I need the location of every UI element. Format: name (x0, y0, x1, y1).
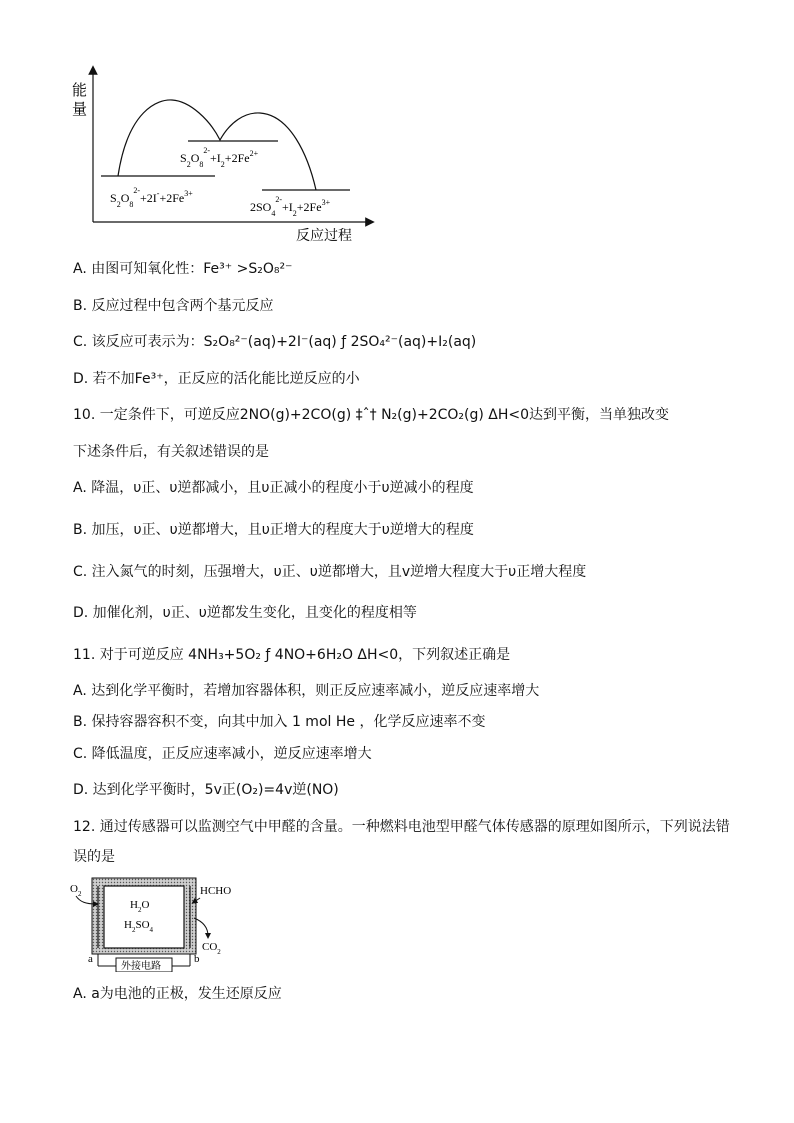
q11-stem: 11. 对于可逆反应 4NH₃+5O₂ ƒ 4NO+6H₂O ΔH<0，下列叙述正确是 (73, 647, 511, 663)
q10-stem-line1: 10. 一定条件下，可逆反应2NO(g)+2CO(g) ‡ˆ† N₂(g)+2CO₂(g) ΔH<0达到平衡，当单独改变 (73, 407, 670, 423)
state-initial-label: $S_2O_8^{2-}+2I^-+2Fe^{3+}$ (110, 186, 193, 209)
state-intermediate-label: $S_2O_8^{2-}+I_2+2Fe^{2+}$ (180, 146, 259, 169)
electrode-a-label: a (88, 953, 93, 965)
h2o-label: $H_2O$ (130, 899, 150, 914)
y-axis-label-1: 能 (72, 81, 88, 99)
q12-option-a: A. a为电池的正极，发生还原反应 (73, 986, 282, 1002)
q10-option-b: B. 加压，υ正、υ逆都增大，且υ正增大的程度大于υ逆增大的程度 (73, 522, 474, 538)
fuel-cell-diagram (68, 872, 268, 972)
q10-stem-line2: 下述条件后，有关叙述错误的是 (73, 444, 269, 460)
q11-option-a: A. 达到化学平衡时，若增加容器体积，则正反应速率减小，逆反应速率增大 (73, 683, 540, 699)
electrode-b-label: b (194, 953, 200, 965)
q11-option-b: B. 保持容器容积不变，向其中加入 1 mol He ，化学反应速率不变 (73, 714, 486, 730)
o2-label: $O_2$ (70, 883, 82, 898)
q10-option-a: A. 降温，υ正、υ逆都减小，且υ正减小的程度小于υ逆减小的程度 (73, 480, 474, 496)
state-final-label: $2SO_4^{2-}+I_2+2Fe^{3+}$ (250, 195, 331, 218)
q12-stem-line2: 误的是 (73, 849, 115, 865)
q12-stem-line1: 12. 通过传感器可以监测空气中甲醛的含量。一种燃料电池型甲醛气体传感器的原理如图所示，下列说法错 (73, 819, 730, 835)
q11-option-c: C. 降低温度，正反应速率减小，逆反应速率增大 (73, 746, 372, 762)
q9-option-a: A. 由图可知氧化性：Fe³⁺ >S₂O₈²⁻ (73, 261, 293, 277)
h2so4-label: $H_2SO_4$ (124, 919, 154, 934)
y-axis-label-2: 量 (72, 100, 88, 118)
q10-option-d: D. 加催化剂，υ正、υ逆都发生变化，且变化的程度相等 (73, 605, 417, 621)
q9-option-b: B. 反应过程中包含两个基元反应 (73, 298, 274, 314)
hcho-label: HCHO (200, 885, 232, 897)
q9-option-c: C. 该反应可表示为：S₂O₈²⁻(aq)+2I⁻(aq) ƒ 2SO₄²⁻(aq)+I₂(aq) (73, 334, 477, 350)
energy-diagram (0, 0, 794, 250)
q11-option-d: D. 达到化学平衡时，5v正(O₂)=4v逆(NO) (73, 782, 339, 798)
circuit-label: 外接电路 (121, 961, 161, 972)
x-axis-label: 反应过程 (296, 228, 352, 244)
co2-label: $CO_2$ (202, 941, 221, 956)
q10-option-c: C. 注入氮气的时刻，压强增大，υ正、υ逆都增大，且v逆增大程度大于υ正增大程度 (73, 564, 587, 580)
q9-option-d: D. 若不加Fe³⁺，正反应的活化能比逆反应的小 (73, 371, 360, 387)
